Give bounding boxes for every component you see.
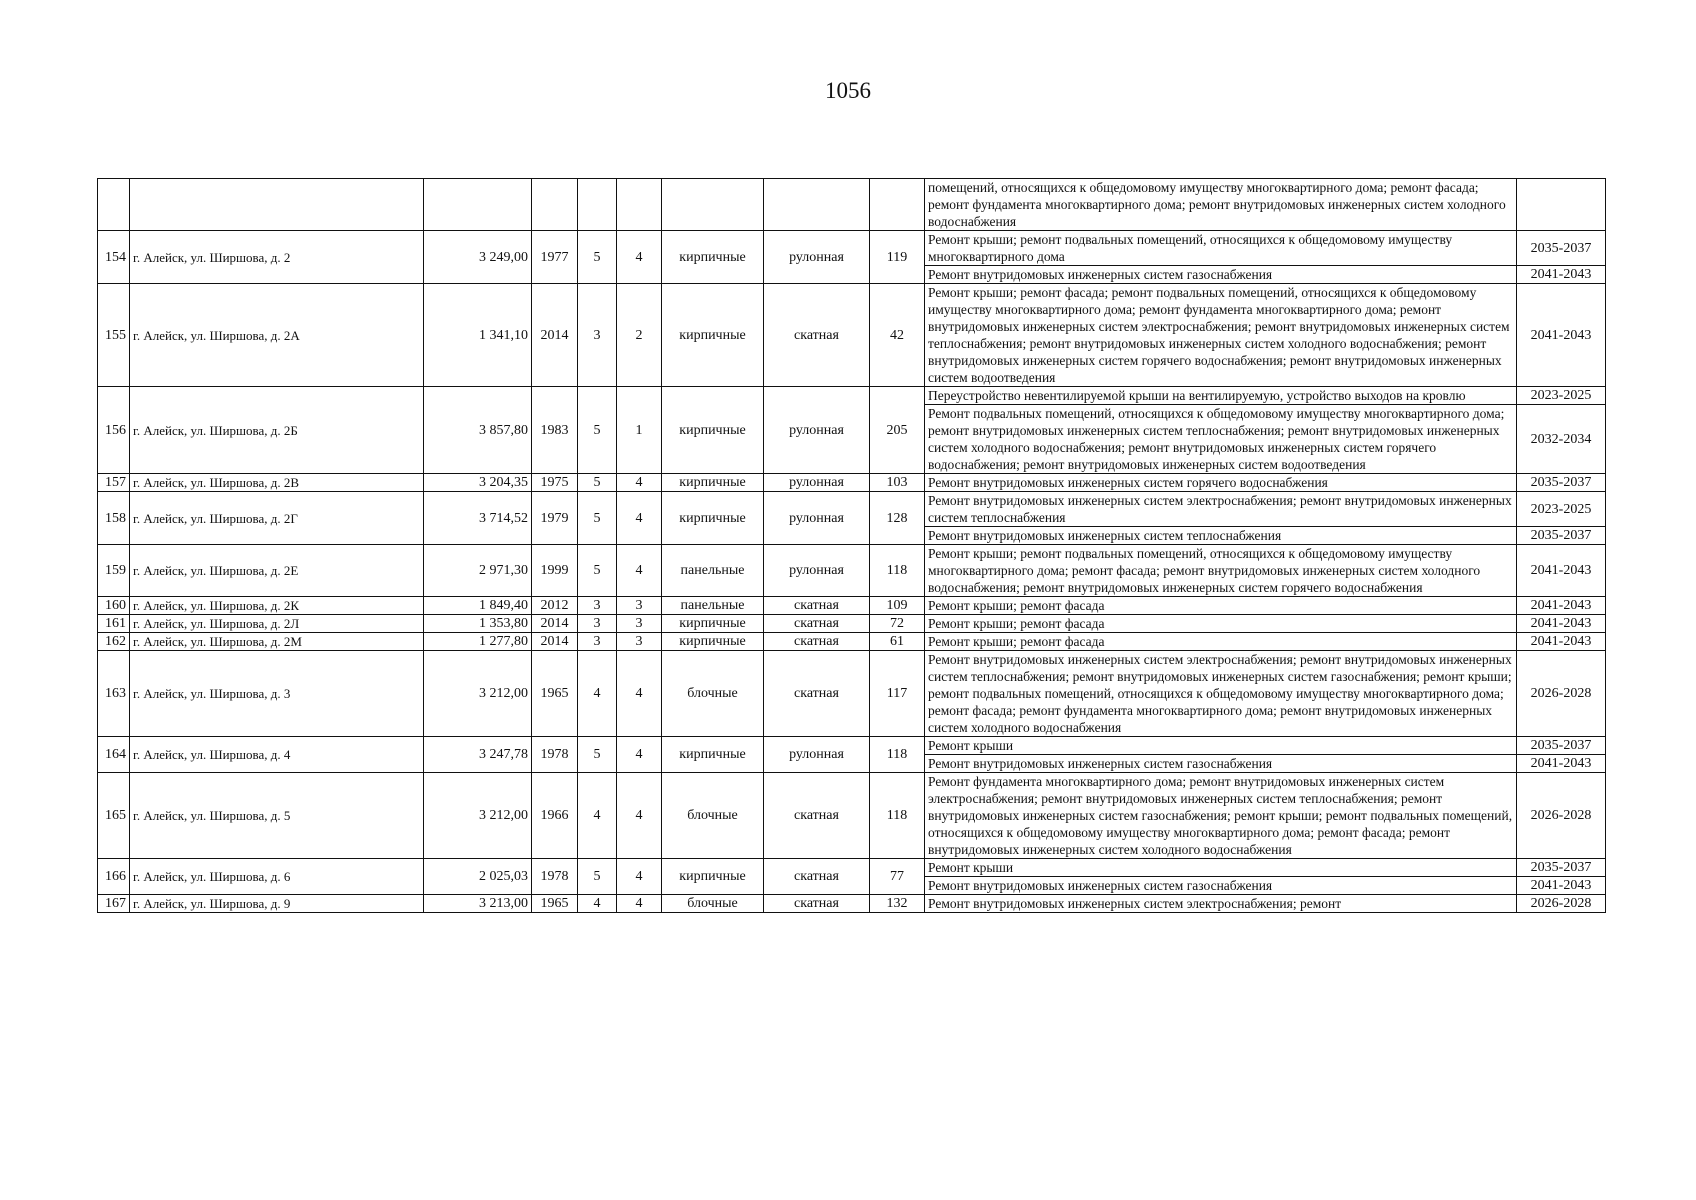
cell-floors: 5 <box>578 474 617 492</box>
cell-works: Ремонт внутридомовых инженерных систем газоснабжения <box>925 266 1517 284</box>
cell-number: 165 <box>98 773 130 859</box>
cell-works: Ремонт внутридомовых инженерных систем теплоснабжения <box>925 527 1517 545</box>
cell-roof: рулонная <box>764 545 870 597</box>
cell-entrances: 4 <box>617 773 662 859</box>
cell-area: 3 857,80 <box>424 387 532 474</box>
cell-entrances: 4 <box>617 651 662 737</box>
cell-entrances: 4 <box>617 492 662 545</box>
cell-period: 2026-2028 <box>1517 773 1606 859</box>
cell-period: 2041-2043 <box>1517 284 1606 387</box>
cell-roof: скатная <box>764 773 870 859</box>
cell-number: 160 <box>98 597 130 615</box>
cell-year: 2014 <box>532 633 578 651</box>
cell-address: г. Алейск, ул. Ширшова, д. 3 <box>130 651 424 737</box>
cell-roof: скатная <box>764 615 870 633</box>
cell-number: 156 <box>98 387 130 474</box>
cell-residents: 42 <box>870 284 925 387</box>
cell-year: 1978 <box>532 859 578 895</box>
cell-year: 1999 <box>532 545 578 597</box>
cell-year <box>532 179 578 231</box>
cell-year: 1966 <box>532 773 578 859</box>
cell-number: 161 <box>98 615 130 633</box>
cell-walls: кирпичные <box>662 859 764 895</box>
table-row <box>98 615 1606 633</box>
cell-area: 2 025,03 <box>424 859 532 895</box>
cell-number: 158 <box>98 492 130 545</box>
cell-walls: панельные <box>662 597 764 615</box>
cell-walls: кирпичные <box>662 492 764 545</box>
cell-works: Ремонт крыши; ремонт фасада <box>925 615 1517 633</box>
cell-walls: блочные <box>662 651 764 737</box>
cell-number: 154 <box>98 231 130 284</box>
cell-entrances: 3 <box>617 633 662 651</box>
cell-residents: 109 <box>870 597 925 615</box>
cell-year: 2014 <box>532 615 578 633</box>
table-row <box>98 773 1606 859</box>
cell-year: 1965 <box>532 651 578 737</box>
cell-entrances: 2 <box>617 284 662 387</box>
cell-period: 2035-2037 <box>1517 859 1606 877</box>
table-row <box>98 492 1606 527</box>
cell-period: 2026-2028 <box>1517 651 1606 737</box>
table-body <box>98 179 1606 913</box>
cell-area: 1 277,80 <box>424 633 532 651</box>
cell-walls: панельные <box>662 545 764 597</box>
cell-walls: кирпичные <box>662 615 764 633</box>
cell-address: г. Алейск, ул. Ширшова, д. 2Г <box>130 492 424 545</box>
cell-walls: блочные <box>662 773 764 859</box>
cell-year: 1983 <box>532 387 578 474</box>
cell-works: Ремонт крыши <box>925 859 1517 877</box>
cell-entrances: 3 <box>617 615 662 633</box>
cell-floors: 4 <box>578 895 617 913</box>
cell-floors: 3 <box>578 284 617 387</box>
cell-floors: 5 <box>578 231 617 284</box>
cell-period: 2041-2043 <box>1517 615 1606 633</box>
cell-walls: кирпичные <box>662 231 764 284</box>
cell-area: 1 341,10 <box>424 284 532 387</box>
cell-works: Ремонт крыши; ремонт фасада <box>925 597 1517 615</box>
cell-year: 1965 <box>532 895 578 913</box>
table-row <box>98 387 1606 405</box>
cell-period: 2023-2025 <box>1517 492 1606 527</box>
cell-address: г. Алейск, ул. Ширшова, д. 9 <box>130 895 424 913</box>
cell-floors: 5 <box>578 492 617 545</box>
cell-floors: 5 <box>578 737 617 773</box>
cell-roof: рулонная <box>764 737 870 773</box>
cell-roof: скатная <box>764 597 870 615</box>
cell-period: 2035-2037 <box>1517 474 1606 492</box>
cell-area: 3 212,00 <box>424 651 532 737</box>
table-row <box>98 597 1606 615</box>
cell-entrances: 4 <box>617 231 662 284</box>
table-row <box>98 633 1606 651</box>
cell-roof: скатная <box>764 895 870 913</box>
cell-area: 3 213,00 <box>424 895 532 913</box>
cell-address: г. Алейск, ул. Ширшова, д. 6 <box>130 859 424 895</box>
cell-residents: 118 <box>870 737 925 773</box>
cell-roof: скатная <box>764 284 870 387</box>
cell-floors: 5 <box>578 387 617 474</box>
cell-works: Ремонт фундамента многоквартирного дома; ремонт внутридомовых инженерных систем электроснабжения; ремонт внутридомовых инженерных систем теплоснабжения; ремонт внутридомовых инженерных систем газоснабжения; ремонт крыши; ремонт подвальных помещений, относящихся к общедомовому имуществу многоквартирного дома; ремонт фасада; ремонт внутридомовых инженерных систем холодного водоснабжения <box>925 773 1517 859</box>
table-row <box>98 545 1606 597</box>
cell-walls: кирпичные <box>662 737 764 773</box>
continuation-row <box>98 179 1606 231</box>
cell-floors: 3 <box>578 597 617 615</box>
table-row <box>98 737 1606 755</box>
cell-address: г. Алейск, ул. Ширшова, д. 2 <box>130 231 424 284</box>
cell-area <box>424 179 532 231</box>
cell-roof: скатная <box>764 651 870 737</box>
cell-area: 3 212,00 <box>424 773 532 859</box>
cell-area: 3 249,00 <box>424 231 532 284</box>
cell-entrances: 4 <box>617 737 662 773</box>
cell-entrances: 4 <box>617 895 662 913</box>
cell-roof: скатная <box>764 859 870 895</box>
cell-works: Ремонт внутридомовых инженерных систем горячего водоснабжения <box>925 474 1517 492</box>
cell-year: 1978 <box>532 737 578 773</box>
cell-address: г. Алейск, ул. Ширшова, д. 2В <box>130 474 424 492</box>
cell-address: г. Алейск, ул. Ширшова, д. 2Е <box>130 545 424 597</box>
cell-residents: 117 <box>870 651 925 737</box>
cell-floors: 3 <box>578 633 617 651</box>
cell-residents: 128 <box>870 492 925 545</box>
cell-roof: рулонная <box>764 474 870 492</box>
cell-roof: рулонная <box>764 492 870 545</box>
cell-number: 159 <box>98 545 130 597</box>
cell-number: 166 <box>98 859 130 895</box>
cell-year: 2014 <box>532 284 578 387</box>
table-row <box>98 284 1606 387</box>
cell-floors: 4 <box>578 651 617 737</box>
cell-entrances: 4 <box>617 545 662 597</box>
cell-entrances <box>617 179 662 231</box>
cell-year: 1979 <box>532 492 578 545</box>
cell-period: 2041-2043 <box>1517 877 1606 895</box>
cell-area: 2 971,30 <box>424 545 532 597</box>
cell-works: Ремонт внутридомовых инженерных систем электроснабжения; ремонт <box>925 895 1517 913</box>
cell-address: г. Алейск, ул. Ширшова, д. 2Л <box>130 615 424 633</box>
cell-address: г. Алейск, ул. Ширшова, д. 5 <box>130 773 424 859</box>
cell-works: Ремонт подвальных помещений, относящихся к общедомовому имуществу многоквартирного дома; ремонт внутридомовых инженерных систем теплоснабжения; ремонт внутридомовых инженерных систем холодного водоснабжения; ремонт внутридомовых инженерных систем горячего водоснабжения; ремонт внутридомовых инженерных систем водоотведения <box>925 405 1517 474</box>
cell-residents: 103 <box>870 474 925 492</box>
table-row <box>98 651 1606 737</box>
cell-number: 155 <box>98 284 130 387</box>
cell-period: 2032-2034 <box>1517 405 1606 474</box>
cell-period: 2035-2037 <box>1517 231 1606 266</box>
table-row <box>98 231 1606 266</box>
cell-period: 2041-2043 <box>1517 545 1606 597</box>
cell-works: помещений, относящихся к общедомовому имуществу многоквартирного дома; ремонт фасада; ремонт фундамента многоквартирного дома; ремонт внутридомовых инженерных систем холодного водоснабжения <box>925 179 1517 231</box>
cell-works: Ремонт крыши; ремонт фасада; ремонт подвальных помещений, относящихся к общедомовому имуществу многоквартирного дома; ремонт фундамента многоквартирного дома; ремонт внутридомовых инженерных систем электроснабжения; ремонт внутридомовых инженерных систем теплоснабжения; ремонт внутридомовых инженерных систем холодного водоснабжения; ремонт внутридомовых инженерных систем горячего водоснабжения; ремонт внутридомовых инженерных систем водоотведения <box>925 284 1517 387</box>
cell-roof <box>764 179 870 231</box>
cell-entrances: 3 <box>617 597 662 615</box>
cell-period: 2041-2043 <box>1517 755 1606 773</box>
cell-works: Ремонт крыши <box>925 737 1517 755</box>
cell-year: 1977 <box>532 231 578 284</box>
cell-works: Ремонт крыши; ремонт фасада <box>925 633 1517 651</box>
table-row <box>98 859 1606 877</box>
cell-address <box>130 179 424 231</box>
cell-works: Ремонт внутридомовых инженерных систем электроснабжения; ремонт внутридомовых инженерных систем теплоснабжения; ремонт внутридомовых инженерных систем газоснабжения; ремонт крыши; ремонт подвальных помещений, относящихся к общедомовому имуществу многоквартирного дома; ремонт фасада; ремонт фундамента многоквартирного дома; ремонт внутридомовых инженерных систем холодного водоснабжения <box>925 651 1517 737</box>
cell-residents: 77 <box>870 859 925 895</box>
cell-address: г. Алейск, ул. Ширшова, д. 2Б <box>130 387 424 474</box>
cell-period: 2041-2043 <box>1517 633 1606 651</box>
cell-period: 2041-2043 <box>1517 266 1606 284</box>
cell-year: 2012 <box>532 597 578 615</box>
cell-walls: блочные <box>662 895 764 913</box>
cell-address: г. Алейск, ул. Ширшова, д. 2К <box>130 597 424 615</box>
cell-area: 3 714,52 <box>424 492 532 545</box>
cell-entrances: 4 <box>617 859 662 895</box>
cell-number: 163 <box>98 651 130 737</box>
cell-number <box>98 179 130 231</box>
cell-residents <box>870 179 925 231</box>
cell-number: 162 <box>98 633 130 651</box>
cell-works: Ремонт внутридомовых инженерных систем электроснабжения; ремонт внутридомовых инженерных систем теплоснабжения <box>925 492 1517 527</box>
cell-walls: кирпичные <box>662 633 764 651</box>
cell-residents: 72 <box>870 615 925 633</box>
cell-period: 2035-2037 <box>1517 737 1606 755</box>
table-row <box>98 474 1606 492</box>
cell-address: г. Алейск, ул. Ширшова, д. 2М <box>130 633 424 651</box>
cell-period: 2026-2028 <box>1517 895 1606 913</box>
cell-number: 164 <box>98 737 130 773</box>
cell-area: 3 247,78 <box>424 737 532 773</box>
cell-period: 2041-2043 <box>1517 597 1606 615</box>
cell-residents: 61 <box>870 633 925 651</box>
cell-works: Переустройство невентилируемой крыши на вентилируемую, устройство выходов на кровлю <box>925 387 1517 405</box>
cell-roof: рулонная <box>764 387 870 474</box>
cell-walls: кирпичные <box>662 284 764 387</box>
cell-works: Ремонт внутридомовых инженерных систем газоснабжения <box>925 755 1517 773</box>
cell-residents: 118 <box>870 773 925 859</box>
cell-period: 2023-2025 <box>1517 387 1606 405</box>
cell-walls <box>662 179 764 231</box>
cell-walls: кирпичные <box>662 474 764 492</box>
cell-works: Ремонт внутридомовых инженерных систем газоснабжения <box>925 877 1517 895</box>
cell-address: г. Алейск, ул. Ширшова, д. 2А <box>130 284 424 387</box>
cell-floors: 3 <box>578 615 617 633</box>
cell-roof: скатная <box>764 633 870 651</box>
cell-number: 157 <box>98 474 130 492</box>
table-row <box>98 895 1606 913</box>
cell-entrances: 1 <box>617 387 662 474</box>
cell-residents: 118 <box>870 545 925 597</box>
cell-area: 1 353,80 <box>424 615 532 633</box>
cell-residents: 205 <box>870 387 925 474</box>
cell-number: 167 <box>98 895 130 913</box>
cell-area: 3 204,35 <box>424 474 532 492</box>
cell-works: Ремонт крыши; ремонт подвальных помещений, относящихся к общедомовому имуществу многоквартирного дома <box>925 231 1517 266</box>
cell-period <box>1517 179 1606 231</box>
cell-walls: кирпичные <box>662 387 764 474</box>
cell-period: 2035-2037 <box>1517 527 1606 545</box>
cell-floors: 5 <box>578 859 617 895</box>
cell-year: 1975 <box>532 474 578 492</box>
cell-floors: 4 <box>578 773 617 859</box>
page-number: 1056 <box>825 78 871 103</box>
cell-entrances: 4 <box>617 474 662 492</box>
cell-roof: рулонная <box>764 231 870 284</box>
housing-repair-table <box>97 178 1606 913</box>
cell-address: г. Алейск, ул. Ширшова, д. 4 <box>130 737 424 773</box>
cell-residents: 119 <box>870 231 925 284</box>
cell-area: 1 849,40 <box>424 597 532 615</box>
cell-floors: 5 <box>578 545 617 597</box>
cell-works: Ремонт крыши; ремонт подвальных помещений, относящихся к общедомовому имуществу многоквартирного дома; ремонт фасада; ремонт внутридомовых инженерных систем холодного водоснабжения; ремонт внутридомовых инженерных систем горячего водоснабжения <box>925 545 1517 597</box>
cell-floors <box>578 179 617 231</box>
cell-residents: 132 <box>870 895 925 913</box>
